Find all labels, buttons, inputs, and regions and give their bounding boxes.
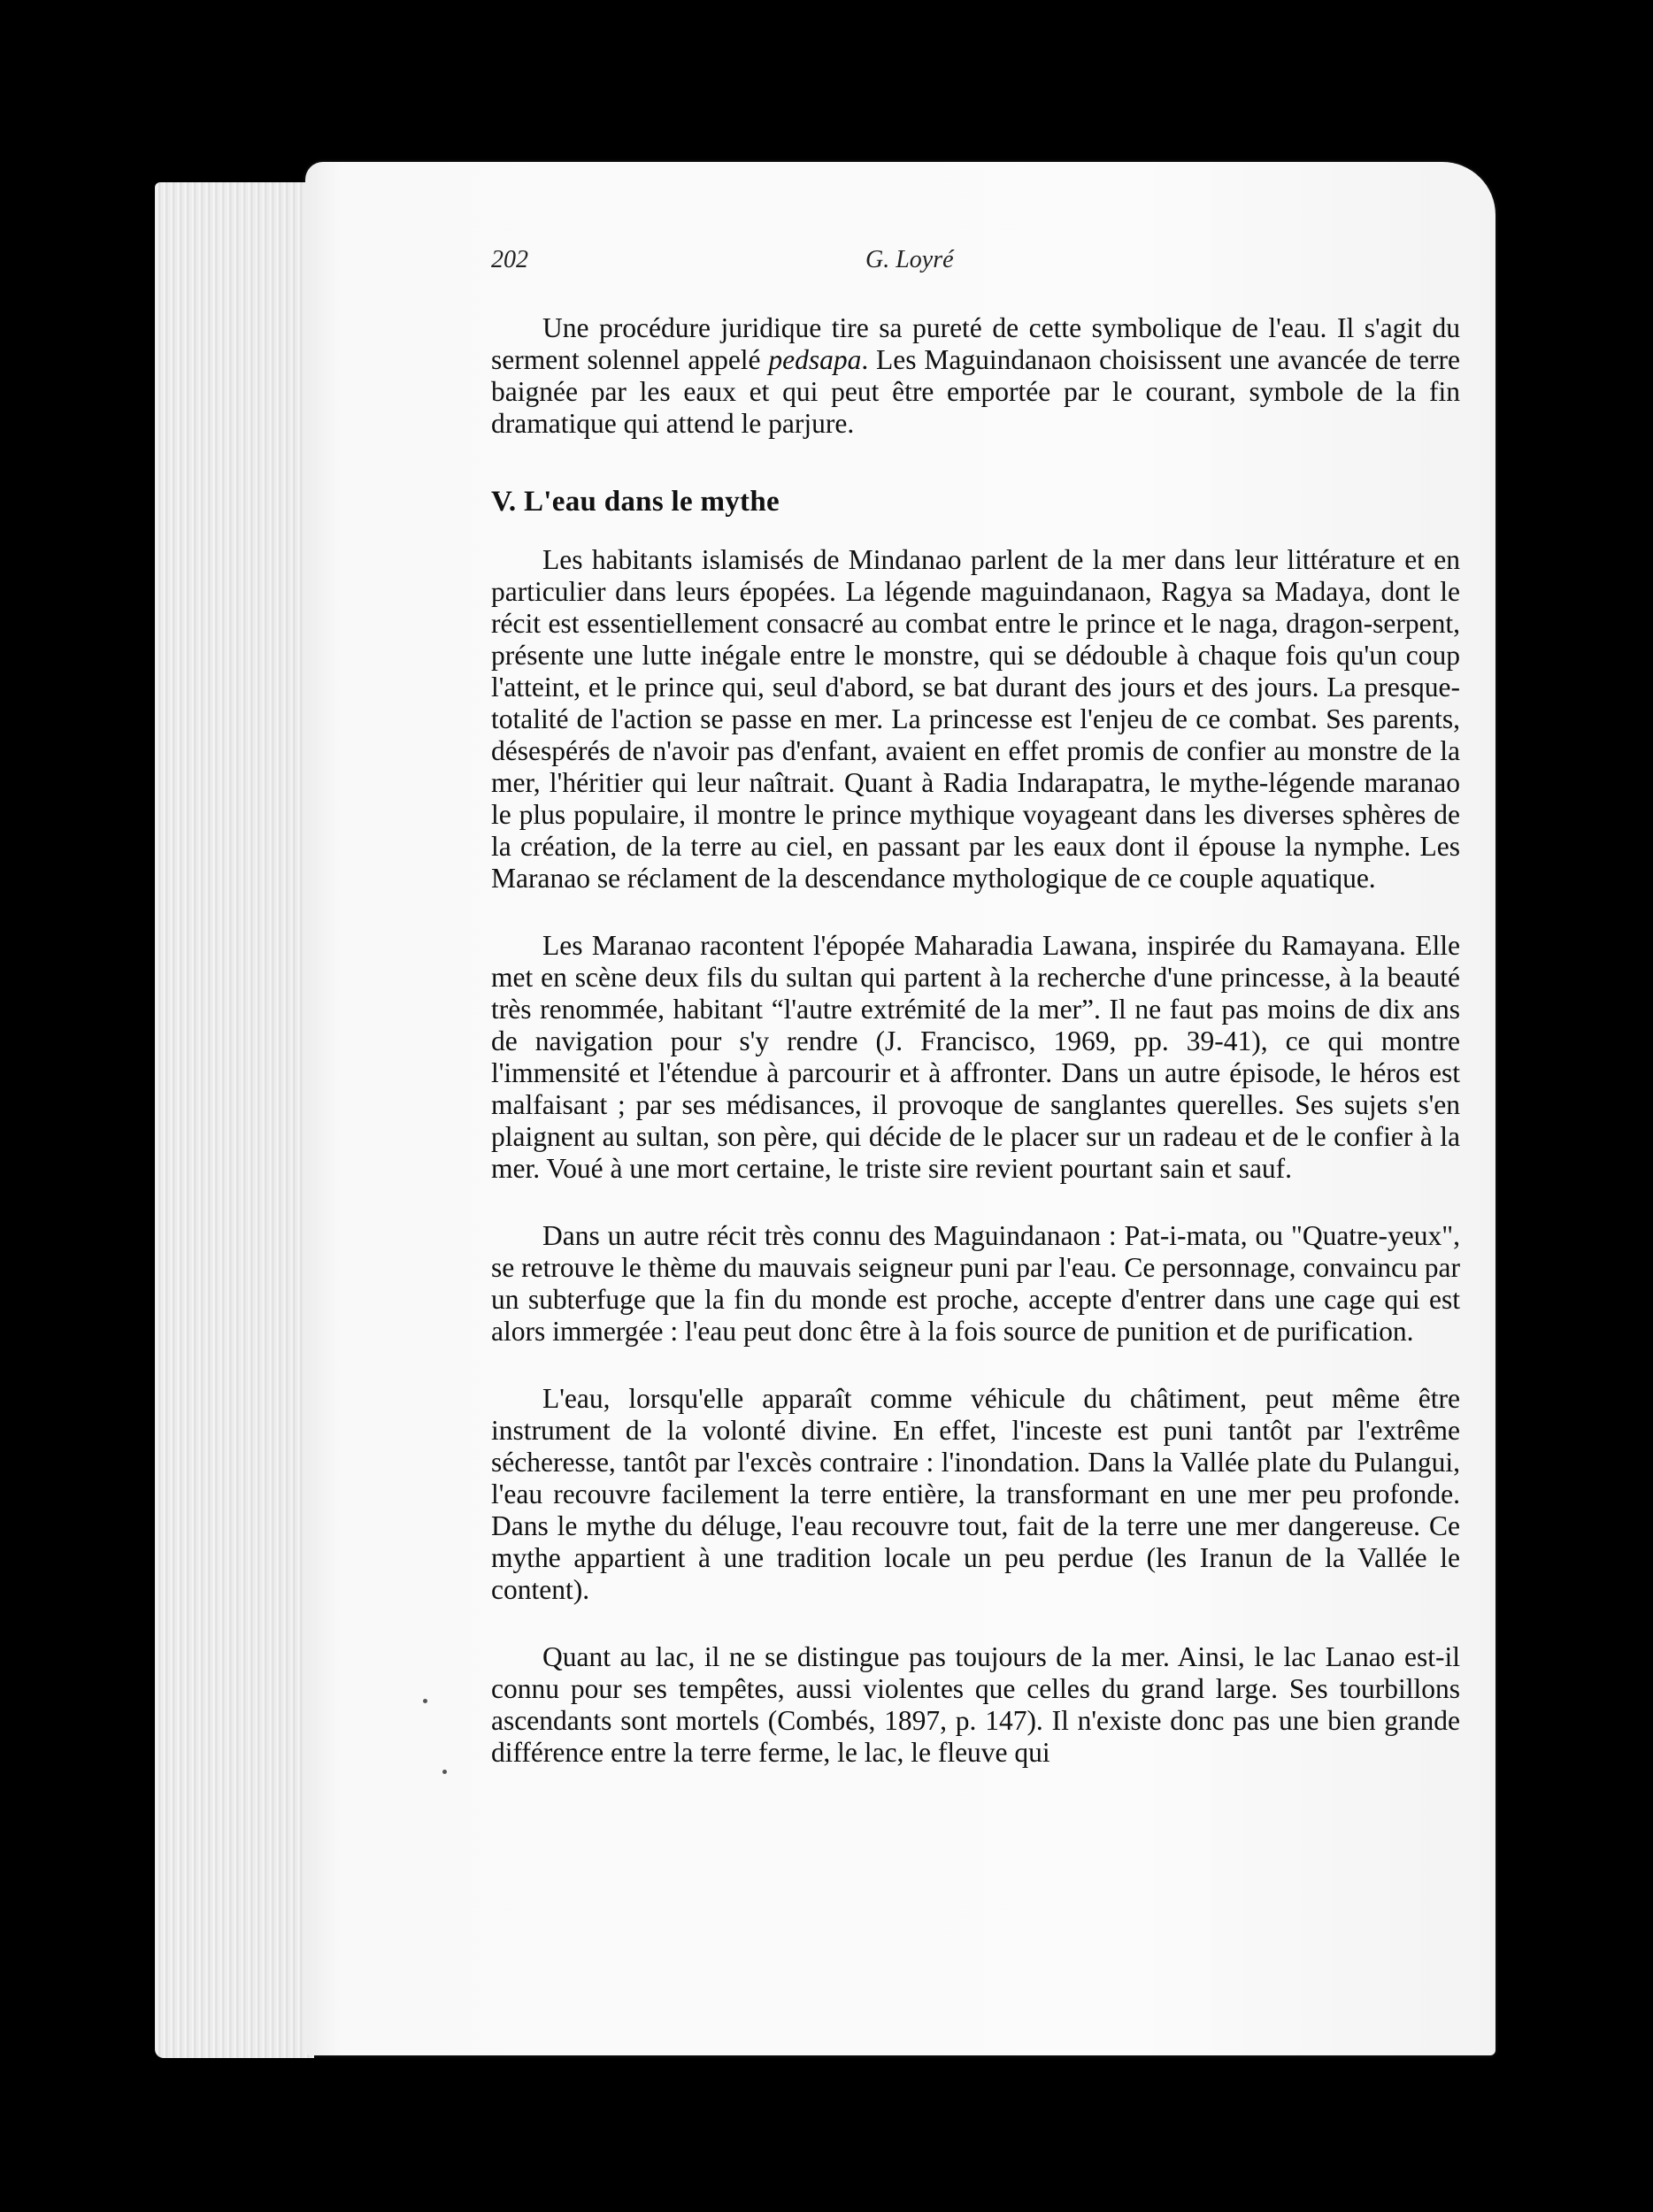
running-head <box>491 246 1456 281</box>
section-heading: V. L'eau dans le mythe <box>491 486 780 518</box>
term-pedsapa: pedsapa <box>768 344 862 375</box>
paragraph-chatiment: L'eau, lorsqu'elle apparaît comme véhicule du châtiment, peut même être instrument de la volonté divine. En effet, l'inceste est puni tantôt par l'extrême sécheresse, tantôt par l'excès contraire : l'inondation. Dans la Vallée plate du Pulangui, l'eau recouvre facilement la terre entière, la transformant en une mer peu profonde. Dans le mythe du déluge, l'eau recouvre tout, fait de la terre une mer dangereuse. Ce mythe appartient à une tradition locale un peu perdue (les Iranun de la Vallée le content). <box>491 1383 1460 1605</box>
page-speck <box>442 1770 447 1774</box>
book-page-edges <box>155 182 314 2058</box>
paragraph-serment-text-a: Une procédure juridique tire sa pureté de cette symbolique de l'eau. Il s'agit du serment solennel appelé <box>491 312 1460 375</box>
paragraph-lac-lanao: Quant au lac, il ne se distingue pas toujours de la mer. Ainsi, le lac Lanao est-il connu pour ses tempêtes, aussi violentes que celles du grand large. Ses tourbillons ascendants sont mortels (Combés, 1897, p. 147). Il n'existe donc pas une bien grande différence entre la terre ferme, le lac, le fleuve qui <box>491 1641 1460 1768</box>
paragraph-maharadia-lawana: Les Maranao racontent l'épopée Maharadia Lawana, inspirée du Ramayana. Elle met en scène deux fils du sultan qui partent à la recherche d'une princesse, à la beauté très renommée, habitant “l'autre extrémité de la mer”. Il ne faut pas moins de dix ans de navigation pour s'y rendre (J. Francisco, 1969, pp. 39-41), ce qui montre l'immensité et l'étendue à parcourir et à affronter. Dans un autre épisode, le héros est malfaisant ; par ses médisances, il provoque de sanglantes querelles. Ses sujets s'en plaignent au sultan, son père, qui décide de le placer sur un radeau et de le confier à la mer. Voué à une mort certaine, le triste sire revient pourtant sain et sauf. <box>491 930 1460 1184</box>
paragraph-serment-text-b: . Les Maguindanaon choisissent une avancée de terre baignée par les eaux et qui peut être emportée par le courant, symbole de la fin dramatique qui attend le parjure. <box>491 344 1460 439</box>
page-speck <box>423 1699 427 1703</box>
page-body <box>491 312 1460 1769</box>
paragraph-pat-i-mata: Dans un autre récit très connu des Maguindanaon : Pat-i-mata, ou "Quatre-yeux", se retrouve le thème du mauvais seigneur puni par l'eau. Ce personnage, convaincu par un subterfuge que la fin du monde est proche, accepte d'entrer dans une cage qui est alors immergée : l'eau peut donc être à la fois source de punition et de purification. <box>491 1220 1460 1347</box>
paragraph-serment <box>491 312 1460 440</box>
running-head-author: G. Loyré <box>865 246 954 273</box>
page-number: 202 <box>491 246 528 273</box>
paragraph-epopees: Les habitants islamisés de Mindanao parlent de la mer dans leur littérature et en particulier dans leurs épopées. La légende maguindanaon, Ragya sa Madaya, dont le récit est essentiellement consacré au combat entre le prince et le naga, dragon-serpent, présente une lutte inégale entre le monstre, qui se dédouble à chaque fois qu'un coup l'atteint, et le prince qui, seul d'abord, se bat durant des jours et des jours. La presque-totalité de l'action se passe en mer. La princesse est l'enjeu de ce combat. Ses parents, désespérés de n'avoir pas d'enfant, avaient en effet promis de confier au monstre de la mer, l'héritier qui leur naîtrait. Quant à Radia Indarapatra, le mythe-légende maranao le plus populaire, il montre le prince mythique voyageant dans les diverses sphères de la création, de la terre au ciel, en passant par les eaux dont il épouse la nymphe. Les Maranao se réclament de la descendance mythologique de ce couple aquatique. <box>491 544 1460 894</box>
